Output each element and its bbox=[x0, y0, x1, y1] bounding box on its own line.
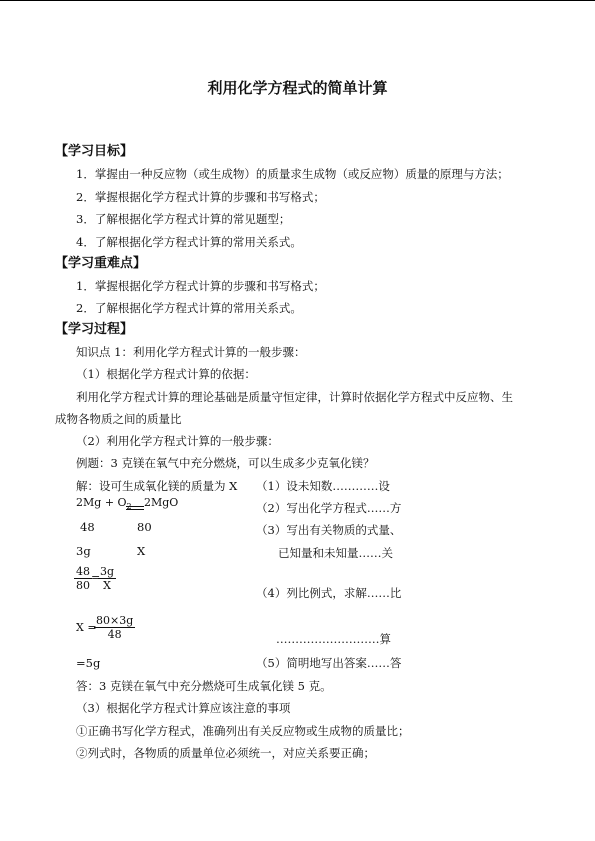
equation-equals-line-bottom bbox=[126, 509, 144, 510]
keypoint-item-2: 2．了解根据化学方程式计算的常用关系式。 bbox=[76, 301, 302, 315]
x-lhs: X = bbox=[76, 621, 97, 634]
note-2: ②列式时，各物质的质量单位必须统一，对应关系要正确； bbox=[76, 746, 375, 760]
knowledge-point-1: 知识点 1：利用化学方程式计算的一般步骤： bbox=[76, 345, 306, 359]
step-2: （2）写出化学方程式……方 bbox=[256, 501, 402, 515]
mass-mg: 48 bbox=[80, 520, 95, 534]
basis-line-1: 利用化学方程式计算的理论基础是质量守恒定律，计算时依据化学方程式中反应物、生 bbox=[76, 390, 513, 404]
ratio-left-denominator: 80 bbox=[76, 579, 90, 592]
note-1: ①正确书写化学方程式，准确列出有关反应物或生成物的质量比； bbox=[76, 724, 410, 738]
subsection-2: （2）利用化学方程式计算的一般步骤： bbox=[76, 434, 279, 448]
ratio-right-denominator: X bbox=[103, 579, 111, 592]
ratio-equals: = bbox=[91, 571, 101, 584]
equation-equals-line-top bbox=[126, 506, 144, 507]
keypoints-heading: 【学习重难点】 bbox=[55, 256, 147, 271]
objective-item-2: 2．掌握根据化学方程式计算的步骤和书写格式； bbox=[76, 190, 325, 204]
x-numerator: 80×3g bbox=[96, 614, 134, 627]
step-3: （3）写出有关物质的式量、 bbox=[256, 523, 402, 537]
eq-o2-subscript: 2 bbox=[126, 502, 132, 511]
objectives-heading: 【学习目标】 bbox=[55, 144, 134, 159]
subsection-1: （1）根据化学方程式计算的依据： bbox=[76, 367, 256, 381]
eq-plus-o2: + O bbox=[104, 496, 127, 509]
ratio-right-numerator: 3g bbox=[100, 565, 115, 578]
mass-mgo: 80 bbox=[137, 520, 152, 534]
objective-item-3: 3．了解根据化学方程式计算的常见题型； bbox=[76, 212, 291, 226]
answer: 答：3 克镁在氧气中充分燃烧可生成氧化镁 5 克。 bbox=[76, 679, 332, 693]
ratio-left-fraction bbox=[74, 565, 92, 592]
solution-result: =5g bbox=[76, 656, 101, 670]
ratio-left-numerator: 48 bbox=[76, 565, 90, 578]
solution-set: 解：设可生成氧化镁的质量为 X bbox=[76, 479, 238, 493]
known-mass: 3g bbox=[76, 544, 91, 558]
example-question: 例题：3 克镁在氧气中充分燃烧，可以生成多少克氧化镁？ bbox=[76, 456, 375, 470]
objective-item-1: 1．掌握由一种反应物（或生成物）的质量求生成物（或反应物）质量的原理与方法； bbox=[76, 167, 509, 181]
subsection-3: （3）根据化学方程式计算应该注意的事项 bbox=[76, 701, 291, 715]
page-title: 利用化学方程式的简单计算 bbox=[207, 79, 388, 97]
top-rule bbox=[0, 0, 595, 1]
step-3-continued: 已知量和未知量……关 bbox=[278, 546, 393, 560]
step-4-calc: ………………………算 bbox=[276, 632, 391, 646]
x-fraction bbox=[94, 614, 135, 641]
eq-product-mgo: 2MgO bbox=[144, 496, 179, 509]
eq-reactant-mg: 2Mg bbox=[76, 496, 102, 509]
keypoint-item-1: 1．掌握根据化学方程式计算的步骤和书写格式； bbox=[76, 279, 325, 293]
step-1: （1）设未知数…………设 bbox=[256, 479, 390, 493]
ratio-right-fraction bbox=[98, 565, 116, 592]
x-denominator: 48 bbox=[107, 628, 122, 641]
process-heading: 【学习过程】 bbox=[55, 322, 134, 337]
step-5: （5）简明地写出答案……答 bbox=[256, 656, 402, 670]
chemical-equation bbox=[76, 496, 132, 511]
objective-item-4: 4．了解根据化学方程式计算的常用关系式。 bbox=[76, 235, 302, 249]
basis-line-2: 成物各物质之间的质量比 bbox=[55, 412, 182, 426]
unknown-mass: X bbox=[137, 544, 146, 558]
step-4: （4）列比例式，求解……比 bbox=[256, 586, 402, 600]
